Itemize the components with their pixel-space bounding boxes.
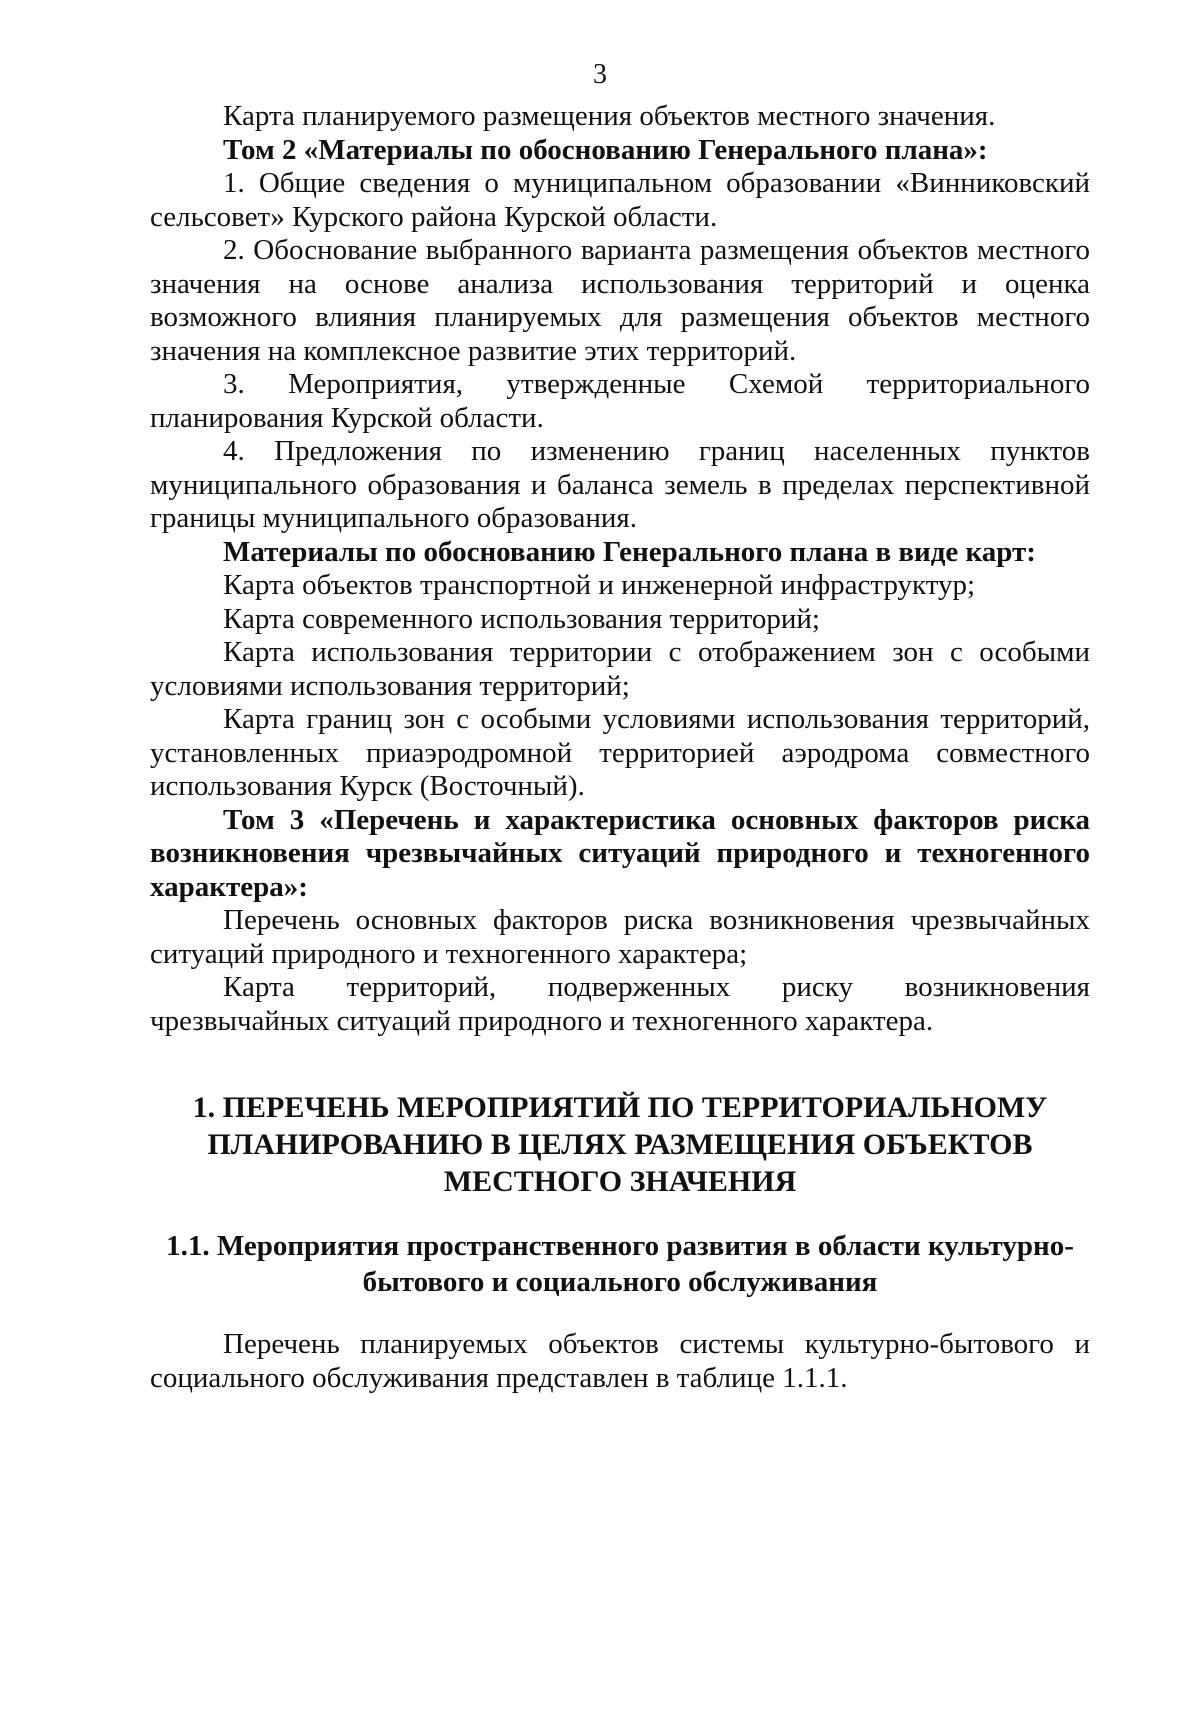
volume-3-title: Том 3 «Перечень и характеристика основных факторов риска возникновения чрезвычайных ситуаций природного и техногенного характера»:	[150, 803, 1090, 903]
subsection-heading-line: 1.1. Мероприятия пространственного развития в области культурно-	[166, 1230, 1074, 1262]
list-item-justification: 2. Обоснование выбранного варианта размещения объектов местного значения на основе анализа использования территорий и оценка возможного влияния планируемых для размещения объектов местного значения на комплексное развитие этих территорий.	[150, 234, 1090, 367]
section-heading-line: 1. ПЕРЕЧЕНЬ МЕРОПРИЯТИЙ ПО ТЕРРИТОРИАЛЬНОМУ	[192, 1091, 1048, 1124]
list-item-measures: 3. Мероприятия, утвержденные Схемой территориального планирования Курской области.	[150, 368, 1090, 434]
closing-paragraph: Перечень планируемых объектов системы культурно-бытового и социального обслуживания представлен в таблице 1.1.1.	[150, 1328, 1090, 1394]
section-heading-line: МЕСТНОГО ЗНАЧЕНИЯ	[443, 1165, 797, 1198]
risk-territories-map: Карта территорий, подверженных риску возникновения чрезвычайных ситуаций природного и техногенного характера.	[150, 971, 1090, 1037]
map-item-infrastructure: Карта объектов транспортной и инженерной инфраструктур;	[223, 569, 976, 601]
volume-2-title: Том 2 «Материалы по обоснованию Генерального плана»:	[223, 133, 988, 166]
map-item-current-use: Карта современного использования территорий;	[223, 602, 820, 635]
section-heading	[150, 1089, 1090, 1200]
list-item-general-info: 1. Общие сведения о муниципальном образовании «Винниковский сельсовет» Курского района Курской области.	[150, 167, 1090, 233]
risk-factors-list: Перечень основных факторов риска возникновения чрезвычайных ситуаций природного и техногенного характера;	[150, 904, 1090, 970]
map-item-special-zones: Карта использования территории с отображением зон с особыми условиями использования территорий;	[150, 636, 1090, 702]
subsection-heading	[150, 1228, 1090, 1300]
maps-materials-title: Материалы по обоснованию Генерального плана в виде карт:	[223, 535, 1036, 568]
map-item-airfield-zones: Карта границ зон с особыми условиями использования территорий, установленных приаэродромной территорией аэродрома совместного использования Курск (Восточный).	[150, 703, 1090, 802]
document-body	[150, 100, 1090, 1038]
closing-section	[150, 1328, 1090, 1395]
subsection-heading-line: бытового и социального обслуживания	[362, 1266, 878, 1298]
paragraph-map-local-objects: Карта планируемого размещения объектов местного значения.	[223, 100, 996, 132]
list-item-proposals: 4. Предложения по изменению границ населенных пунктов муниципального образования и баланса земель в пределах перспективной границы муниципального образования.	[150, 435, 1090, 534]
section-heading-line: ПЛАНИРОВАНИЮ В ЦЕЛЯХ РАЗМЕЩЕНИЯ ОБЪЕКТОВ	[207, 1128, 1033, 1161]
page-number: 3	[593, 59, 607, 90]
